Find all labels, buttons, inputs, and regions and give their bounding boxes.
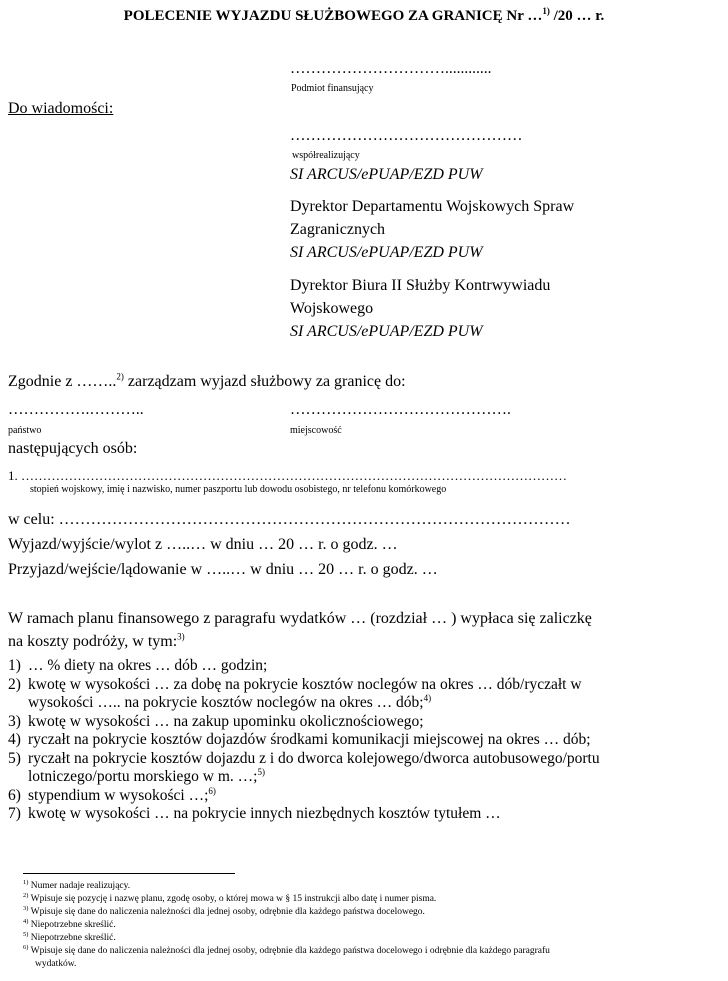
footnote: $^{5)}$ Niepotrzebne skreślić. xyxy=(23,930,116,943)
city-dots: ……………………………………. xyxy=(290,401,511,418)
recipient-name: Dyrektor Biura II Służby Kontrwywiadu xyxy=(290,277,551,294)
country-dots: …………….……….. xyxy=(8,401,144,418)
document-title: POLECENIE WYJAZDU SŁUŻBOWEGO ZA GRANICĘ Nr …$^{1)}$ /20 … r. xyxy=(123,6,605,24)
arrival-line: Przyjazd/wejście/lądowanie w …..… w dniu … 20 … r. o godz. … xyxy=(8,561,438,578)
list-item-cont: lotniczego/portu morskiego w m. …;$^{5)}$ xyxy=(28,766,265,785)
footnote-separator xyxy=(23,873,235,874)
order-statement: Zgodnie z ……..$^{2)}$ zarządzam wyjazd służbowy za granicę do: xyxy=(8,371,406,390)
list-item: 4) ryczałt na pokrycie kosztów dojazdów środkami komunikacji miejscowej na okres … dób; xyxy=(8,731,591,748)
funder-dots: …………………………............ xyxy=(290,60,492,77)
persons-heading: następujących osób: xyxy=(8,440,138,457)
recipient-name-cont: Zagranicznych xyxy=(290,221,386,238)
footnote: $^{6)}$ Wpisuje się dane do naliczenia należności dla jednej osoby, odrębnie dla każdego państwa docelowego i odrębnie dla każdego paragrafu xyxy=(23,943,550,956)
finance-line2: na koszty podróży, w tym:$^{3)}$ xyxy=(8,631,185,650)
country-label: państwo xyxy=(8,425,42,436)
distribution-heading: Do wiadomości: xyxy=(8,100,114,117)
purpose-line: w celu: …………………………………………………………………………………… xyxy=(8,511,571,528)
coimplementer-dots: ……………………………………… xyxy=(290,127,523,144)
footnote: $^{3)}$ Wpisuje się dane do naliczenia należności dla jednej osoby, odrębnie dla każdego państwa docelowego. xyxy=(23,904,425,917)
recipient-name-cont: Wojskowego xyxy=(290,300,374,317)
person-caption: stopień wojskowy, imię i nazwisko, numer paszportu lub dowodu osobistego, nr telefonu komórkowego xyxy=(30,484,447,495)
person-line: 1. ……………………………………………………………………………………………………………… xyxy=(8,468,567,483)
list-item: 1) … % diety na okres … dób … godzin; xyxy=(8,657,268,674)
footnote: $^{1)}$ Numer nadaje realizujący. xyxy=(23,878,131,891)
list-item: 2) kwotę w wysokości … za dobę na pokrycie kosztów noclegów na okres … dób/ryczałt w xyxy=(8,676,582,693)
funder-label: Podmiot finansujący xyxy=(291,83,374,94)
list-item: 7) kwotę w wysokości … na pokrycie innych niezbędnych kosztów tytułem … xyxy=(8,805,501,822)
list-item: 6) stypendium w wysokości …;$^{6)}$ xyxy=(8,785,216,804)
list-item: 5) ryczałt na pokrycie kosztów dojazdu z i do dworca kolejowego/dworca autobusowego/portu xyxy=(8,750,600,767)
footnote: $^{4)}$ Niepotrzebne skreślić. xyxy=(23,917,116,930)
finance-line1: W ramach planu finansowego z paragrafu wydatków … (rozdział … ) wypłaca się zaliczkę xyxy=(8,610,592,627)
footnote: $^{2)}$ Wpisuje się pozycję i nazwę planu, zgodę osoby, o której mowa w § 15 instrukcji albo datę i numer pisma. xyxy=(23,891,437,904)
departure-line: Wyjazd/wyjście/wylot z …..… w dniu … 20 … r. o godz. … xyxy=(8,536,398,553)
footnote-cont: wydatków. xyxy=(35,959,77,969)
recipient-channel: SI ARCUS/ePUAP/EZD PUW xyxy=(290,323,483,340)
recipient-channel: SI ARCUS/ePUAP/EZD PUW xyxy=(290,244,483,261)
city-label: miejscowość xyxy=(290,425,342,436)
list-item: 3) kwotę w wysokości … na zakup upominku okolicznościowego; xyxy=(8,713,424,730)
recipient-channel: SI ARCUS/ePUAP/EZD PUW xyxy=(290,166,483,183)
coimplementer-label: współrealizujący xyxy=(292,150,360,161)
recipient-name: Dyrektor Departamentu Wojskowych Spraw xyxy=(290,198,575,215)
list-item-cont: wysokości ….. na pokrycie kosztów noclegów na okres … dób;$^{4)}$ xyxy=(28,692,432,711)
